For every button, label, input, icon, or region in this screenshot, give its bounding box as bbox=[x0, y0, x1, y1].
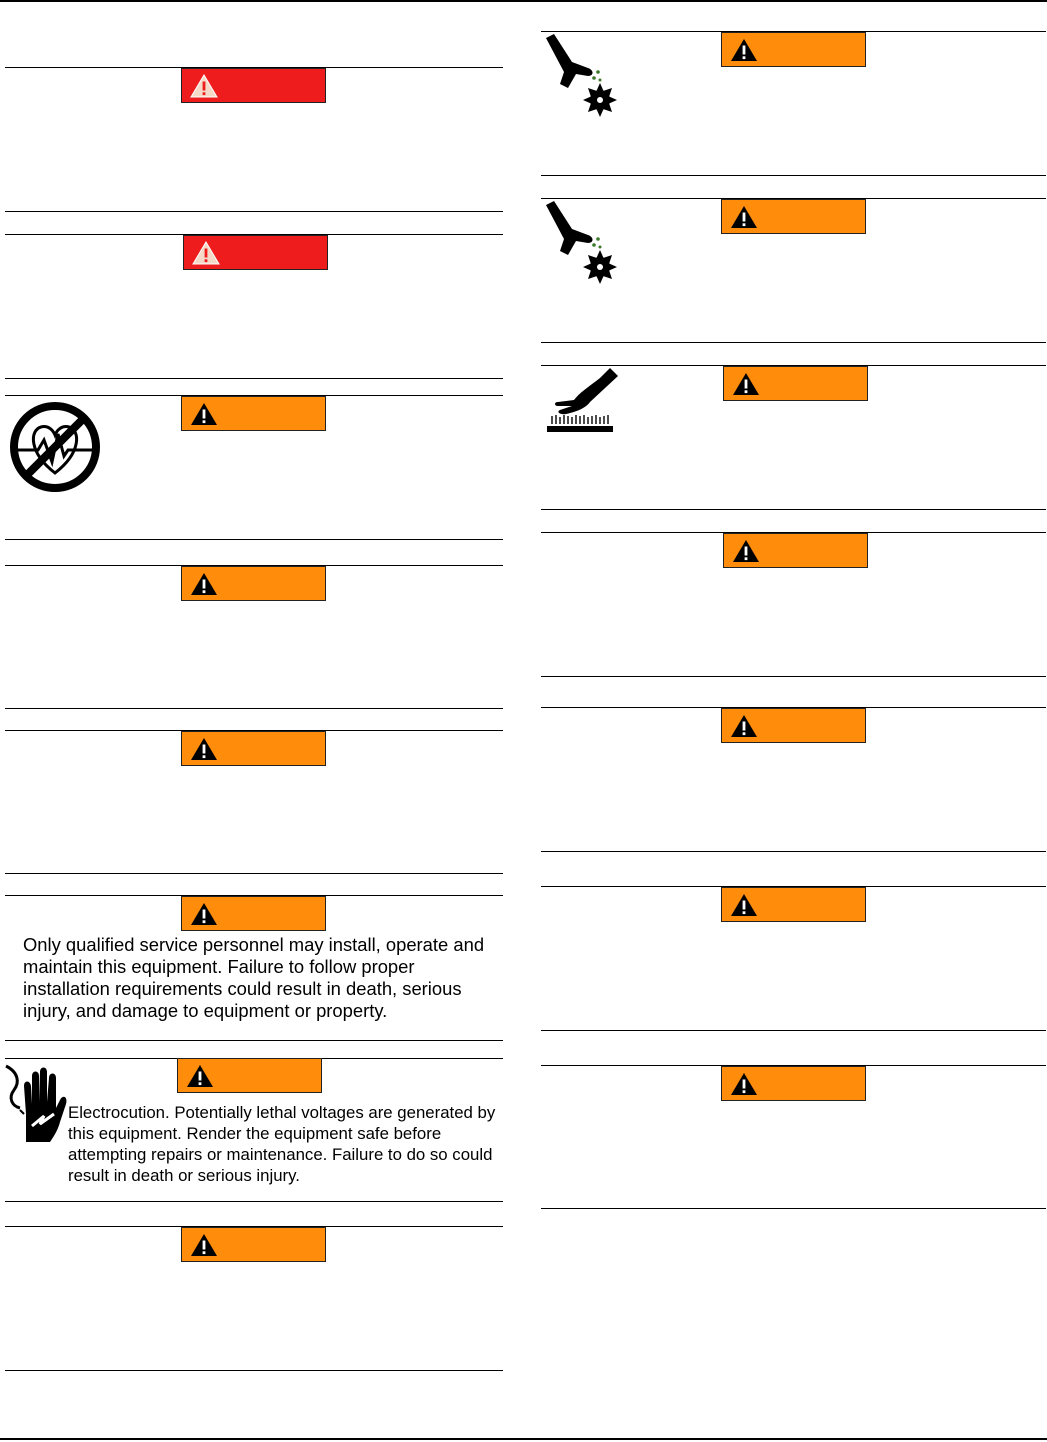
no-pacemaker-icon bbox=[8, 400, 102, 494]
alert-triangle-icon bbox=[190, 902, 218, 926]
notice-bottom-rule bbox=[5, 873, 503, 874]
alert-triangle-icon bbox=[190, 1233, 218, 1257]
warning-signal-badge bbox=[721, 708, 866, 743]
alert-triangle-icon bbox=[730, 893, 758, 917]
warning-signal-badge bbox=[721, 1066, 866, 1101]
warning-signal-badge bbox=[181, 566, 326, 601]
warning-signal-badge bbox=[181, 396, 326, 431]
alert-triangle-icon bbox=[190, 74, 218, 98]
warning-signal-badge bbox=[721, 199, 866, 234]
electrocution-hand-icon bbox=[2, 1060, 68, 1146]
notice-bottom-rule bbox=[5, 211, 503, 212]
moving-parts-hand-icon bbox=[542, 201, 618, 287]
hot-surface-hand-icon bbox=[544, 366, 618, 440]
warning-signal-badge bbox=[181, 1227, 326, 1262]
alert-triangle-icon bbox=[730, 1072, 758, 1096]
notice-bottom-rule bbox=[541, 676, 1046, 677]
warning-signal-badge bbox=[181, 896, 326, 931]
alert-triangle-icon bbox=[730, 714, 758, 738]
alert-triangle-icon bbox=[732, 372, 760, 396]
notice-body-text: Electrocution. Potentially lethal voltages are generated by this equipment. Render the equipment safe before attempting repairs or maintenance. Failure to do so could result in death or serious injury. bbox=[68, 1103, 496, 1185]
notice-bottom-rule bbox=[5, 539, 503, 540]
notice-bottom-rule bbox=[5, 1201, 503, 1202]
danger-signal-badge bbox=[183, 235, 328, 270]
warning-signal-badge bbox=[181, 731, 326, 766]
alert-triangle-icon bbox=[730, 205, 758, 229]
notice-bottom-rule bbox=[541, 509, 1046, 510]
moving-parts-hand-icon bbox=[542, 34, 618, 120]
notice-body-text: Only qualified service personnel may install, operate and maintain this equipment. Failure to follow proper installation requirements could result in death, serious injury, and damage to equipment or property. bbox=[23, 934, 485, 1021]
alert-triangle-icon bbox=[190, 572, 218, 596]
notice-bottom-rule bbox=[5, 1370, 503, 1371]
notice-bottom-rule bbox=[541, 851, 1046, 852]
notice-bottom-rule bbox=[541, 1208, 1046, 1209]
alert-triangle-icon bbox=[190, 402, 218, 426]
alert-triangle-icon bbox=[186, 1064, 214, 1088]
warning-signal-badge bbox=[723, 366, 868, 401]
alert-triangle-icon bbox=[730, 38, 758, 62]
notice-bottom-rule bbox=[5, 378, 503, 379]
danger-signal-badge bbox=[181, 68, 326, 103]
warning-signal-badge bbox=[723, 533, 868, 568]
warning-signal-badge bbox=[177, 1058, 322, 1093]
warning-signal-badge bbox=[721, 887, 866, 922]
alert-triangle-icon bbox=[732, 539, 760, 563]
notice-bottom-rule bbox=[5, 708, 503, 709]
notice-bottom-rule bbox=[541, 175, 1046, 176]
notice-bottom-rule bbox=[5, 1040, 503, 1041]
page-top-rule bbox=[0, 0, 1047, 2]
alert-triangle-icon bbox=[192, 241, 220, 265]
alert-triangle-icon bbox=[190, 737, 218, 761]
notice-bottom-rule bbox=[541, 1030, 1046, 1031]
warning-signal-badge bbox=[721, 32, 866, 67]
notice-bottom-rule bbox=[541, 342, 1046, 343]
page-bottom-rule bbox=[0, 1438, 1047, 1440]
